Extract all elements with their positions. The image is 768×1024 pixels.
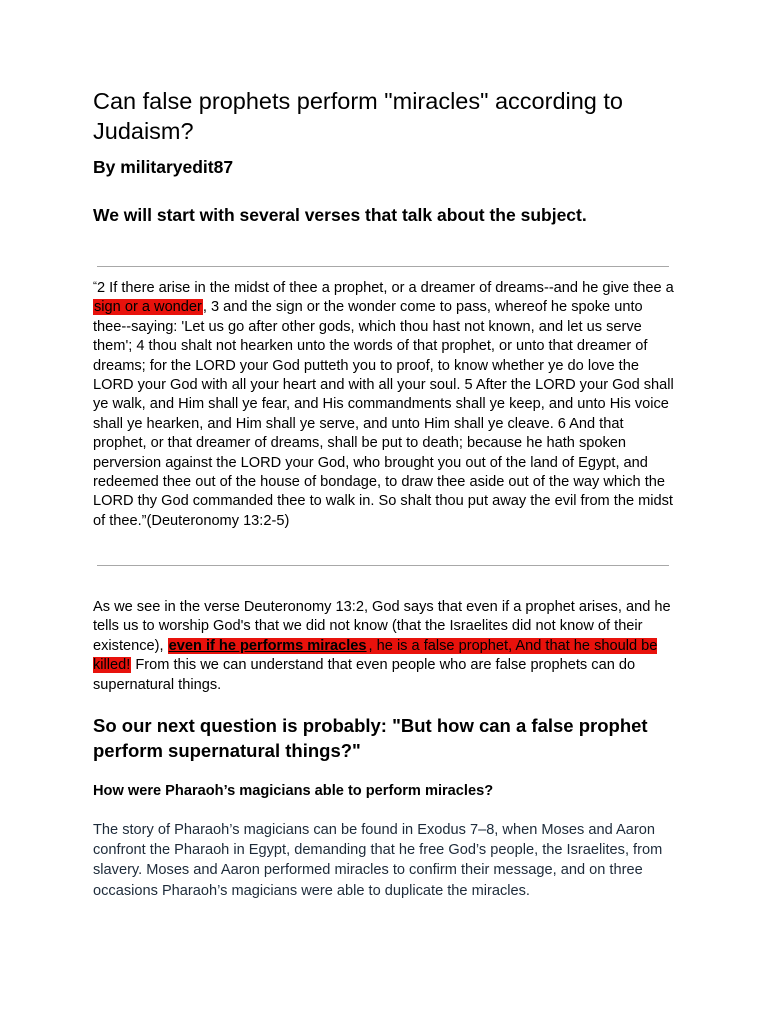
quote-open-mark: “ [93,279,97,293]
pharaoh-story-paragraph: The story of Pharaoh’s magicians can be found in Exodus 7–8, when Moses and Aaron confront the Pharaoh in Egypt, demanding that he free God’s people, the Israelites, from slavery. Moses and Aaron performed miracles to confirm their message, and on three occasions Pharaoh’s magicians were able to duplicate the miracles. [93,822,663,899]
analysis-paragraph [93,598,678,695]
author-line: By militaryedit87 [93,157,234,177]
document-title: Can false prophets perform "miracles" according to Judaism? [93,88,624,144]
paragraph-highlight-bold: even if he performs miracles [168,637,367,654]
question-heading: So our next question is probably: "But how can a false prophet perform supernatural things?" [93,715,648,761]
paragraph-text-part2: From this we can understand that even people who are false prophets can do supernatural things. [93,657,636,693]
pharaoh-subheading: How were Pharaoh’s magicians able to perform miracles? [93,783,494,799]
paragraph-text-part1: As we see in the verse Deuteronomy 13:2, God says that even if a prophet arises, and he tells us to worship God's that we did not know (that the Israelites did not know of their existence), [93,599,671,654]
quote-text-part1: 2 If there arise in the midst of thee a prophet, or a dreamer of dreams--and he give thee a [97,280,674,296]
intro-heading: We will start with several verses that talk about the subject. [93,205,587,225]
divider-top [97,266,669,267]
quote-highlight: sign or a wonder [94,299,202,316]
paragraph-highlight-text: , he is a false prophet, And that he should be killed! [93,637,658,674]
quote-text-part2: , 3 and the sign or the wonder come to pass, whereof he spoke unto thee--saying: 'Let us go after other gods, which thou hast not known, and let us serve them'; 4 thou shalt not hearken unto the words of that prophet, or unto that dreamer of dreams; for the LORD your God putteth you to proof, to know whether ye do love the LORD your God with all your heart and with all your soul. 5 After the LORD your God shall ye walk, and Him shall ye fear, and His commandments shall ye keep, and unto His voice shall ye hearken, and Him shall ye serve, and unto Him shall ye cleave. 6 And that prophet, or that dreamer of dreams, shall be put to death; because he hath spoken perversion against the LORD your God, who brought you out of the land of Egypt, and redeemed thee out of the house of bondage, to draw thee aside out of the way which the LORD thy God commanded thee to walk in. So shalt thou put away the evil from the midst of thee.”(Deuteronomy 13:2-5) [93,299,674,529]
scripture-quote [93,279,678,531]
divider-bottom [97,565,669,566]
